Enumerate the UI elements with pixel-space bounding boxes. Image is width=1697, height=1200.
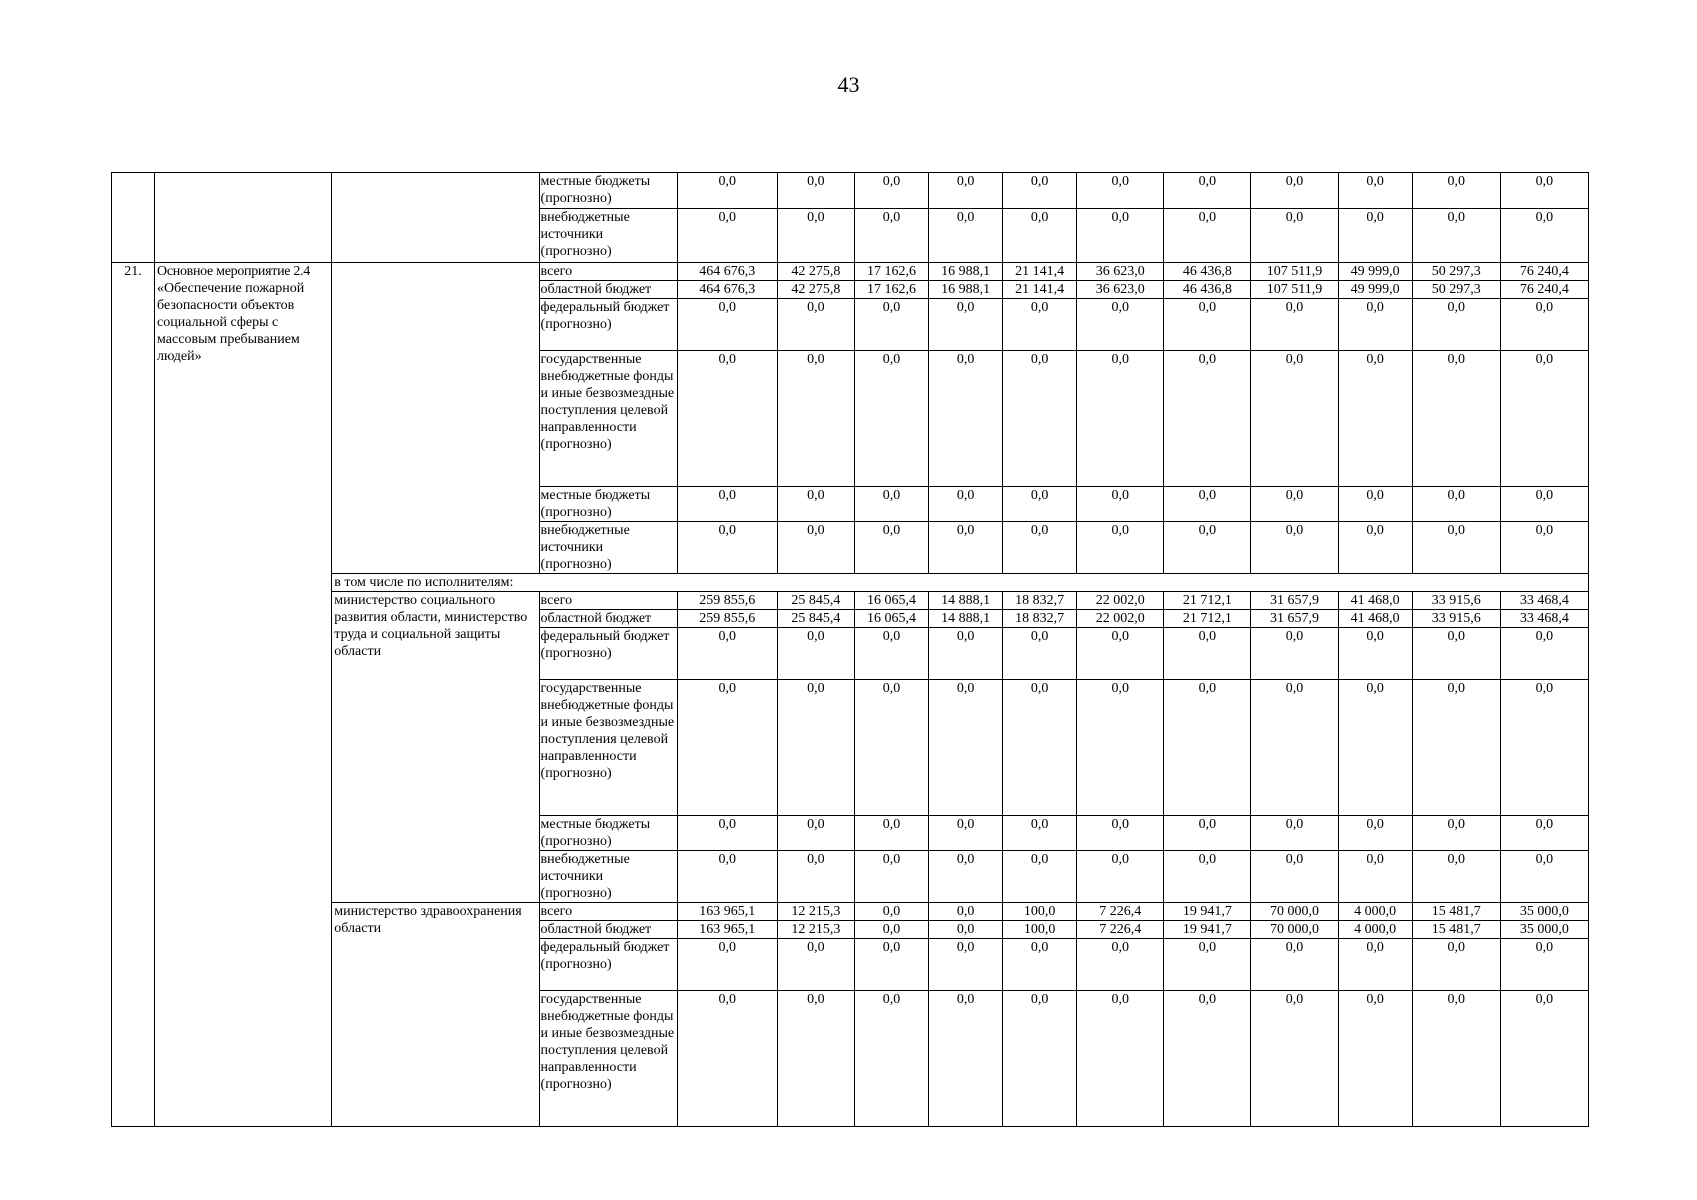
value-cell: 0,0 [1412,173,1500,209]
value-cell: 0,0 [1338,991,1412,1127]
value-cell: 0,0 [1338,173,1412,209]
value-cell: 31 657,9 [1251,592,1338,610]
value-cell: 0,0 [677,351,777,487]
value-cell: 0,0 [854,816,928,851]
value-cell: 41 468,0 [1338,610,1412,628]
value-cell: 0,0 [1251,522,1338,574]
value-cell: 0,0 [1500,680,1588,816]
value-cell: 0,0 [1251,851,1338,903]
source-label-federal: федеральный бюджет (прогнозно) [539,939,677,991]
value-cell: 0,0 [1412,209,1500,263]
value-cell: 19 941,7 [1164,903,1251,921]
value-cell: 0,0 [929,173,1003,209]
value-cell: 0,0 [1412,680,1500,816]
page-number: 43 [837,72,860,97]
value-cell: 21 141,4 [1003,281,1077,299]
executor1-name: министерство социального развития области, министерство труда и социальной защиты области [332,592,539,903]
value-cell: 33 915,6 [1412,592,1500,610]
value-cell: 41 468,0 [1338,592,1412,610]
value-cell: 0,0 [1077,209,1164,263]
value-cell: 0,0 [1164,816,1251,851]
value-cell: 0,0 [854,209,928,263]
value-cell: 0,0 [1251,173,1338,209]
value-cell: 464 676,3 [677,263,777,281]
value-cell: 15 481,7 [1412,921,1500,939]
value-cell: 17 162,6 [854,281,928,299]
value-cell: 0,0 [1251,939,1338,991]
value-cell: 33 468,4 [1500,592,1588,610]
value-cell: 0,0 [1003,209,1077,263]
value-cell: 0,0 [1077,939,1164,991]
value-cell: 100,0 [1003,921,1077,939]
value-cell: 0,0 [1003,851,1077,903]
source-label-federal: федеральный бюджет (прогнозно) [539,299,677,351]
value-cell: 0,0 [929,851,1003,903]
value-cell: 0,0 [1500,522,1588,574]
value-cell: 107 511,9 [1251,263,1338,281]
row-number: 21. [112,263,155,1127]
executor2-row-total [112,903,1589,921]
value-cell: 0,0 [777,628,854,680]
value-cell: 0,0 [1003,351,1077,487]
value-cell: 0,0 [929,903,1003,921]
source-label-state-funds: государственные внебюджетные фонды и иные безвозмездные поступления целевой направленности (прогнозно) [539,351,677,487]
value-cell: 16 065,4 [854,592,928,610]
value-cell: 0,0 [1003,487,1077,522]
value-cell: 76 240,4 [1500,281,1588,299]
value-cell: 0,0 [677,522,777,574]
value-cell: 0,0 [929,816,1003,851]
value-cell: 0,0 [1251,628,1338,680]
value-cell: 15 481,7 [1412,903,1500,921]
value-cell: 16 988,1 [929,263,1003,281]
value-cell: 107 511,9 [1251,281,1338,299]
value-cell: 0,0 [1338,851,1412,903]
value-cell: 0,0 [1164,209,1251,263]
budget-table [111,172,1589,1127]
value-cell: 21 141,4 [1003,263,1077,281]
value-cell: 0,0 [677,173,777,209]
value-cell: 70 000,0 [1251,903,1338,921]
value-cell: 33 915,6 [1412,610,1500,628]
value-cell: 16 065,4 [854,610,928,628]
value-cell: 36 623,0 [1077,263,1164,281]
value-cell: 163 965,1 [677,921,777,939]
value-cell: 0,0 [677,487,777,522]
value-cell: 18 832,7 [1003,592,1077,610]
value-cell: 0,0 [1338,939,1412,991]
value-cell: 0,0 [677,209,777,263]
value-cell: 0,0 [1003,816,1077,851]
value-cell: 0,0 [1077,299,1164,351]
value-cell: 0,0 [929,209,1003,263]
value-cell: 0,0 [854,522,928,574]
value-cell: 21 712,1 [1164,592,1251,610]
value-cell: 0,0 [854,851,928,903]
value-cell: 0,0 [1077,816,1164,851]
value-cell: 0,0 [1412,351,1500,487]
value-cell: 0,0 [1500,487,1588,522]
value-cell: 0,0 [777,680,854,816]
value-cell: 0,0 [1412,487,1500,522]
value-cell: 0,0 [777,209,854,263]
source-label-local: местные бюджеты (прогнозно) [539,816,677,851]
value-cell: 0,0 [1338,628,1412,680]
activity21-executor-cell [332,263,539,574]
value-cell: 0,0 [777,816,854,851]
value-cell: 25 845,4 [777,610,854,628]
value-cell: 0,0 [1338,680,1412,816]
value-cell: 0,0 [1164,851,1251,903]
value-cell: 0,0 [1500,628,1588,680]
executors-note: в том числе по исполнителям: [332,574,1589,592]
value-cell: 0,0 [854,680,928,816]
value-cell: 0,0 [1412,628,1500,680]
value-cell: 0,0 [1077,991,1164,1127]
value-cell: 0,0 [1164,680,1251,816]
carryover-activity-cell [155,173,332,263]
value-cell: 0,0 [1412,939,1500,991]
value-cell: 0,0 [1003,991,1077,1127]
activity-title-rest: «Обеспечение пожарной безопасности объектов социальной сферы с массовым пребыванием людей» [157,281,305,364]
value-cell: 0,0 [1500,299,1588,351]
value-cell: 35 000,0 [1500,903,1588,921]
value-cell: 0,0 [1412,299,1500,351]
value-cell: 25 845,4 [777,592,854,610]
carryover-executor-cell [332,173,539,263]
carryover-number-cell [112,173,155,263]
value-cell: 0,0 [1164,522,1251,574]
value-cell: 0,0 [677,991,777,1127]
source-label-regional: областной бюджет [539,610,677,628]
value-cell: 50 297,3 [1412,263,1500,281]
value-cell: 0,0 [777,351,854,487]
value-cell: 7 226,4 [1077,903,1164,921]
value-cell: 0,0 [929,680,1003,816]
value-cell: 0,0 [1338,299,1412,351]
value-cell: 49 999,0 [1338,281,1412,299]
value-cell: 0,0 [677,939,777,991]
value-cell: 21 712,1 [1164,610,1251,628]
activity-title-line1: Основное мероприятие 2.4 [157,264,310,279]
value-cell: 0,0 [854,351,928,487]
value-cell: 0,0 [1251,487,1338,522]
value-cell: 0,0 [929,991,1003,1127]
value-cell: 0,0 [1003,173,1077,209]
value-cell: 22 002,0 [1077,610,1164,628]
value-cell: 0,0 [854,921,928,939]
value-cell: 0,0 [929,628,1003,680]
value-cell: 0,0 [677,816,777,851]
value-cell: 0,0 [854,991,928,1127]
value-cell: 0,0 [677,680,777,816]
activity21-row-total [112,263,1589,281]
value-cell: 22 002,0 [1077,592,1164,610]
source-label-local: местные бюджеты (прогнозно) [539,487,677,522]
source-label-state-funds: государственные внебюджетные фонды и иные безвозмездные поступления целевой направленности (прогнозно) [539,991,677,1127]
value-cell: 0,0 [854,173,928,209]
value-cell: 0,0 [1500,939,1588,991]
value-cell: 4 000,0 [1338,921,1412,939]
value-cell: 0,0 [1164,991,1251,1127]
value-cell: 0,0 [1003,628,1077,680]
value-cell: 0,0 [1003,939,1077,991]
value-cell: 46 436,8 [1164,281,1251,299]
value-cell: 259 855,6 [677,610,777,628]
value-cell: 70 000,0 [1251,921,1338,939]
value-cell: 0,0 [1077,173,1164,209]
value-cell: 0,0 [1500,173,1588,209]
value-cell: 0,0 [1251,209,1338,263]
value-cell: 42 275,8 [777,281,854,299]
value-cell: 0,0 [1412,851,1500,903]
value-cell: 0,0 [1077,487,1164,522]
source-label-total: всего [539,263,677,281]
value-cell: 259 855,6 [677,592,777,610]
value-cell: 0,0 [1338,487,1412,522]
value-cell: 49 999,0 [1338,263,1412,281]
value-cell: 0,0 [1500,209,1588,263]
value-cell: 0,0 [854,487,928,522]
value-cell: 0,0 [1077,851,1164,903]
value-cell: 0,0 [1338,522,1412,574]
value-cell: 46 436,8 [1164,263,1251,281]
value-cell: 0,0 [777,851,854,903]
value-cell: 0,0 [1338,816,1412,851]
value-cell: 0,0 [854,903,928,921]
value-cell: 14 888,1 [929,592,1003,610]
value-cell: 0,0 [1412,816,1500,851]
source-label-local: местные бюджеты (прогнозно) [539,173,677,209]
value-cell: 0,0 [1412,991,1500,1127]
value-cell: 42 275,8 [777,263,854,281]
source-label-offbudget: внебюджетные источники (прогнозно) [539,522,677,574]
value-cell: 0,0 [1338,351,1412,487]
value-cell: 100,0 [1003,903,1077,921]
value-cell: 0,0 [1164,487,1251,522]
value-cell: 12 215,3 [777,921,854,939]
value-cell: 0,0 [929,522,1003,574]
value-cell: 0,0 [929,351,1003,487]
value-cell: 0,0 [777,299,854,351]
source-label-regional: областной бюджет [539,921,677,939]
value-cell: 0,0 [929,921,1003,939]
value-cell: 0,0 [1003,299,1077,351]
value-cell: 0,0 [777,487,854,522]
value-cell: 0,0 [1164,351,1251,487]
value-cell: 464 676,3 [677,281,777,299]
value-cell: 33 468,4 [1500,610,1588,628]
source-label-offbudget: внебюджетные источники (прогнозно) [539,209,677,263]
value-cell: 0,0 [1164,628,1251,680]
value-cell: 0,0 [1251,991,1338,1127]
value-cell: 163 965,1 [677,903,777,921]
value-cell: 0,0 [777,991,854,1127]
value-cell: 18 832,7 [1003,610,1077,628]
value-cell: 31 657,9 [1251,610,1338,628]
value-cell: 0,0 [777,939,854,991]
source-label-federal: федеральный бюджет (прогнозно) [539,628,677,680]
value-cell: 0,0 [1077,522,1164,574]
value-cell: 0,0 [929,939,1003,991]
value-cell: 0,0 [677,851,777,903]
value-cell: 0,0 [1077,351,1164,487]
activity-title [155,263,332,1127]
value-cell: 0,0 [1251,299,1338,351]
executor2-name: министерство здравоохранения области [332,903,539,1127]
value-cell: 19 941,7 [1164,921,1251,939]
value-cell: 0,0 [1251,351,1338,487]
value-cell: 0,0 [1500,851,1588,903]
value-cell: 7 226,4 [1077,921,1164,939]
value-cell: 14 888,1 [929,610,1003,628]
value-cell: 0,0 [1338,209,1412,263]
value-cell: 4 000,0 [1338,903,1412,921]
value-cell: 0,0 [677,628,777,680]
value-cell: 0,0 [1164,173,1251,209]
value-cell: 16 988,1 [929,281,1003,299]
value-cell: 76 240,4 [1500,263,1588,281]
value-cell: 17 162,6 [854,263,928,281]
value-cell: 0,0 [777,173,854,209]
value-cell: 0,0 [854,299,928,351]
value-cell: 0,0 [1500,991,1588,1127]
value-cell: 0,0 [1164,939,1251,991]
value-cell: 0,0 [1077,680,1164,816]
source-label-state-funds: государственные внебюджетные фонды и иные безвозмездные поступления целевой направленности (прогнозно) [539,680,677,816]
carryover-row-local [112,173,1589,209]
value-cell: 0,0 [1500,816,1588,851]
value-cell: 0,0 [1412,522,1500,574]
source-label-regional: областной бюджет [539,281,677,299]
value-cell: 35 000,0 [1500,921,1588,939]
value-cell: 0,0 [1164,299,1251,351]
value-cell: 0,0 [1077,628,1164,680]
value-cell: 0,0 [1251,816,1338,851]
value-cell: 0,0 [1500,351,1588,487]
executor1-row-total [112,592,1589,610]
value-cell: 0,0 [854,939,928,991]
value-cell: 0,0 [677,299,777,351]
value-cell: 0,0 [1003,680,1077,816]
value-cell: 0,0 [929,487,1003,522]
source-label-total: всего [539,592,677,610]
source-label-offbudget: внебюджетные источники (прогнозно) [539,851,677,903]
value-cell: 50 297,3 [1412,281,1500,299]
value-cell: 0,0 [854,628,928,680]
value-cell: 0,0 [777,522,854,574]
value-cell: 0,0 [1003,522,1077,574]
value-cell: 36 623,0 [1077,281,1164,299]
executors-note-row [112,574,1589,592]
source-label-total: всего [539,903,677,921]
value-cell: 0,0 [929,299,1003,351]
value-cell: 12 215,3 [777,903,854,921]
value-cell: 0,0 [1251,680,1338,816]
